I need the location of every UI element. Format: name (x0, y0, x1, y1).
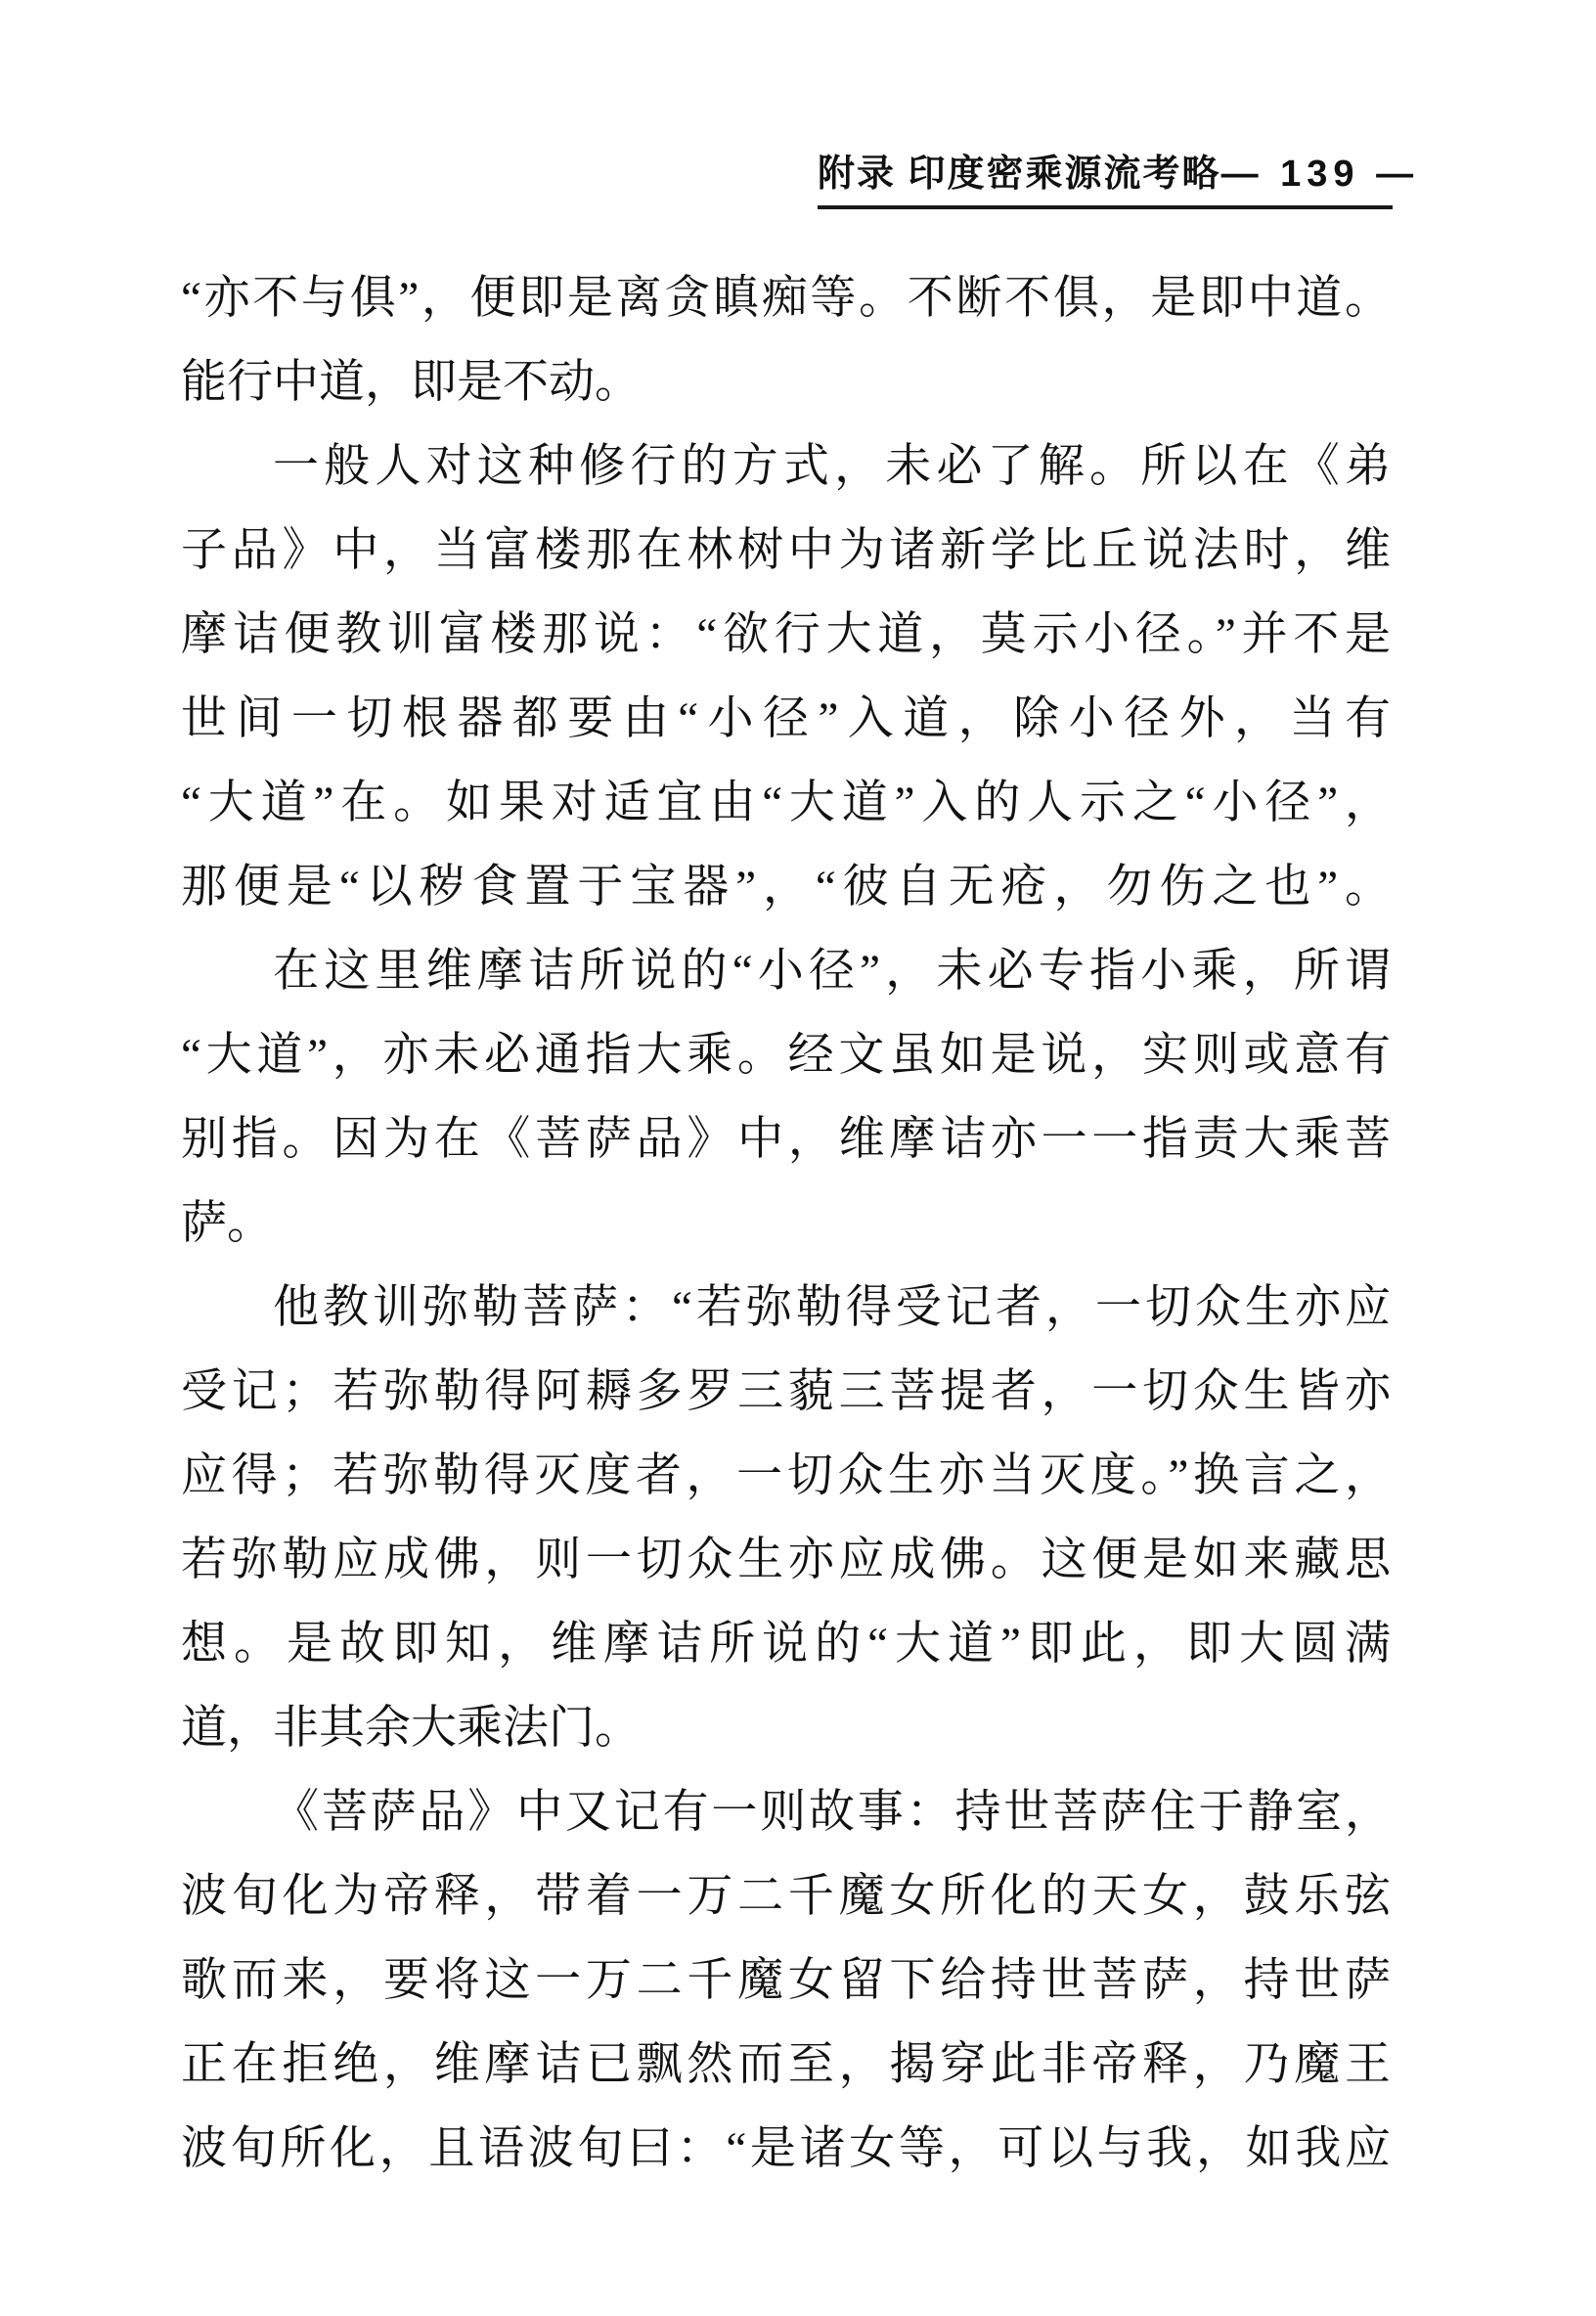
text-line: 歌而来，要将这一万二千魔女留下给持世菩萨，持世萨 (181, 1955, 1391, 2006)
text-line: 波旬化为帝释，带着一万二千魔女所化的天女，鼓乐弦 (181, 1871, 1391, 1922)
text-line: 道，非其余大乘法门。 (181, 1703, 641, 1754)
text-line: 一般人对这种修行的方式，未必了解。所以在《弟 (273, 441, 1391, 492)
page-header (818, 153, 1420, 209)
page-number: — 139 — (1220, 154, 1420, 195)
text-line: 若弥勒应成佛，则一切众生亦应成佛。这便是如来藏思 (181, 1535, 1391, 1585)
text-line: “大道”在。如果对适宜由“大道”入的人示之“小径”， (181, 778, 1391, 828)
text-line: 正在拒绝，维摩诘已飘然而至，揭穿此非帝释，乃魔王 (181, 2039, 1391, 2090)
text-line: 受记；若弥勒得阿耨多罗三藐三菩提者，一切众生皆亦 (181, 1366, 1391, 1417)
text-line: 在这里维摩诘所说的“小径”，未必专指小乘，所谓 (273, 946, 1391, 997)
text-line: 想。是故即知，维摩诘所说的“大道”即此，即大圆满 (181, 1619, 1391, 1670)
text-line: 世间一切根器都要由“小径”入道，除小径外，当有 (181, 693, 1391, 744)
text-line: 波旬所化，且语波旬曰：“是诸女等，可以与我，如我应 (181, 2123, 1391, 2174)
text-line: 别指。因为在《菩萨品》中，维摩诘亦一一指责大乘菩 (181, 1114, 1391, 1165)
text-line: “亦不与俱”，便即是离贪瞋痴等。不断不俱，是即中道。 (181, 273, 1391, 324)
text-line: 那便是“以秽食置于宝器”，“彼自无疮，勿伤之也”。 (181, 862, 1391, 913)
text-line: 他教训弥勒菩萨：“若弥勒得受记者，一切众生亦应 (273, 1282, 1391, 1333)
text-line: “大道”，亦未必通指大乘。经文虽如是说，实则或意有 (181, 1030, 1391, 1081)
body-text (181, 256, 1391, 2191)
text-line: 子品》中，当富楼那在林树中为诸新学比丘说法时，维 (181, 525, 1391, 576)
text-line: 应得；若弥勒得灭度者，一切众生亦当灭度。”换言之， (181, 1450, 1391, 1501)
text-line: 能行中道，即是不动。 (181, 357, 641, 408)
text-line: 《菩萨品》中又记有一则故事：持世菩萨住于静室， (273, 1787, 1391, 1838)
text-line: 摩诘便教训富楼那说：“欲行大道，莫示小径。”并不是 (181, 609, 1391, 660)
text-line: 萨。 (181, 1198, 273, 1249)
running-title: 附录 印度密乘源流考略 (818, 154, 1221, 195)
